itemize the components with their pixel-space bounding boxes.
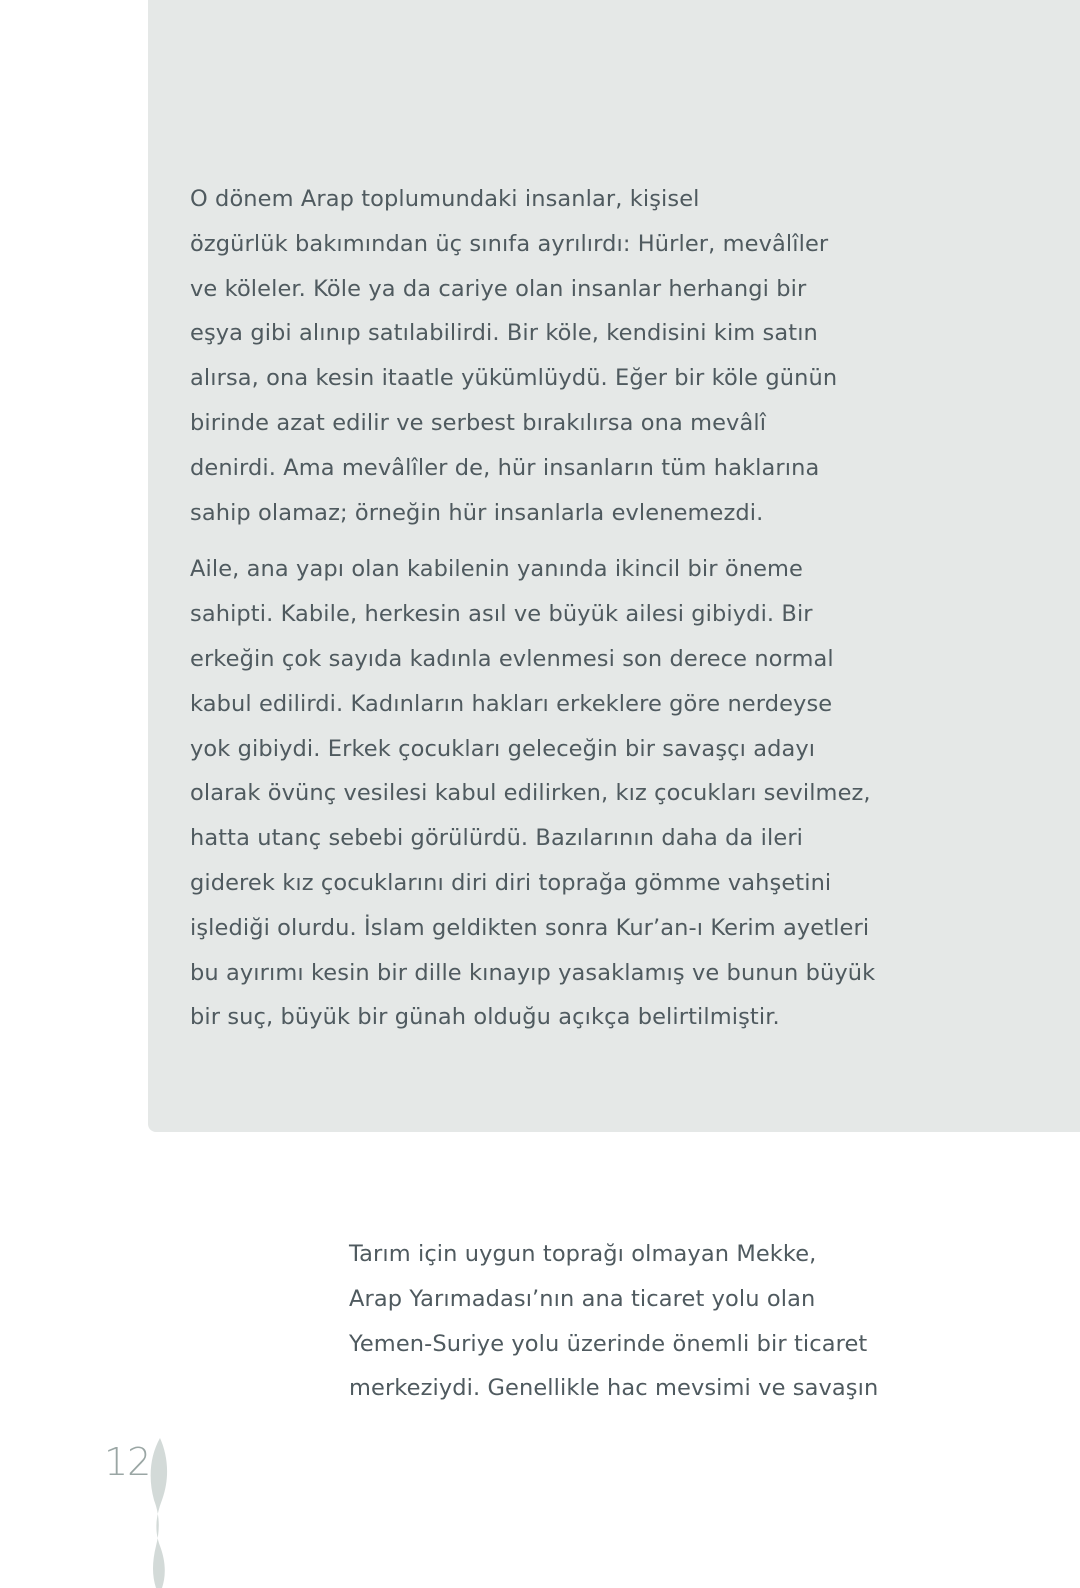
panel-paragraph-2 [190,547,876,1040]
text-line: birinde azat edilir ve serbest bırakılırsa ona mevâlî [190,409,767,436]
text-line: merkeziydi. Genellikle hac mevsimi ve savaşın [349,1375,879,1402]
text-line: hatta utanç sebebi görülürdü. Bazılarının daha da ileri [190,825,804,852]
text-line: özgürlük bakımından üç sınıfa ayrılırdı: Hürler, mevâlîler [190,230,829,257]
text-line: yok gibiydi. Erkek çocukları geleceğin bir savaşçı adayı [190,735,816,762]
body-paragraph [349,1232,1049,1411]
text-line: denirdi. Ama mevâlîler de, hür insanların tüm haklarına [190,454,820,481]
text-line: sahipti. Kabile, herkesin asıl ve büyük ailesi gibiydi. Bir [190,601,813,628]
text-line: sahip olamaz; örneğin hür insanlarla evlenemezdi. [190,499,764,526]
text-line: eşya gibi alınıp satılabilirdi. Bir köle, kendisini kim satın [190,320,818,347]
text-line: bu ayırımı kesin bir dille kınayıp yasaklamış ve bunun büyük [190,959,876,986]
text-line: Aile, ana yapı olan kabilenin yanında ikincil bir öneme [190,556,803,583]
text-line: ve köleler. Köle ya da cariye olan insanlar herhangi bir [190,275,807,302]
page-ornament-icon [146,1438,174,1588]
text-line: Arap Yarımadası’nın ana ticaret yolu olan [349,1285,816,1312]
paragraph-gap [190,535,850,547]
text-line: bir suç, büyük bir günah olduğu açıkça belirtilmiştir. [190,1004,780,1031]
text-line: giderek kız çocuklarını diri diri toprağa gömme vahşetini [190,869,832,896]
text-line: olarak övünç vesilesi kabul edilirken, kız çocukları sevilmez, [190,780,871,807]
panel-paragraph-1 [190,177,850,535]
page-number: 12 [104,1440,151,1484]
panel-text [190,177,876,1040]
text-line: kabul edilirdi. Kadınların hakları erkeklere göre nerdeyse [190,690,833,717]
text-line: Tarım için uygun toprağı olmayan Mekke, [349,1241,817,1267]
text-line: O dönem Arap toplumundaki insanlar, kişisel [190,186,700,212]
text-line: işlediği olurdu. İslam geldikten sonra Kur’an-ı Kerim ayetleri [190,914,870,941]
text-line: erkeğin çok sayıda kadınla evlenmesi son derece normal [190,645,834,672]
text-line: Yemen-Suriye yolu üzerinde önemli bir ticaret [349,1330,868,1357]
text-line: alırsa, ona kesin itaatle yükümlüydü. Eğer bir köle günün [190,365,838,392]
